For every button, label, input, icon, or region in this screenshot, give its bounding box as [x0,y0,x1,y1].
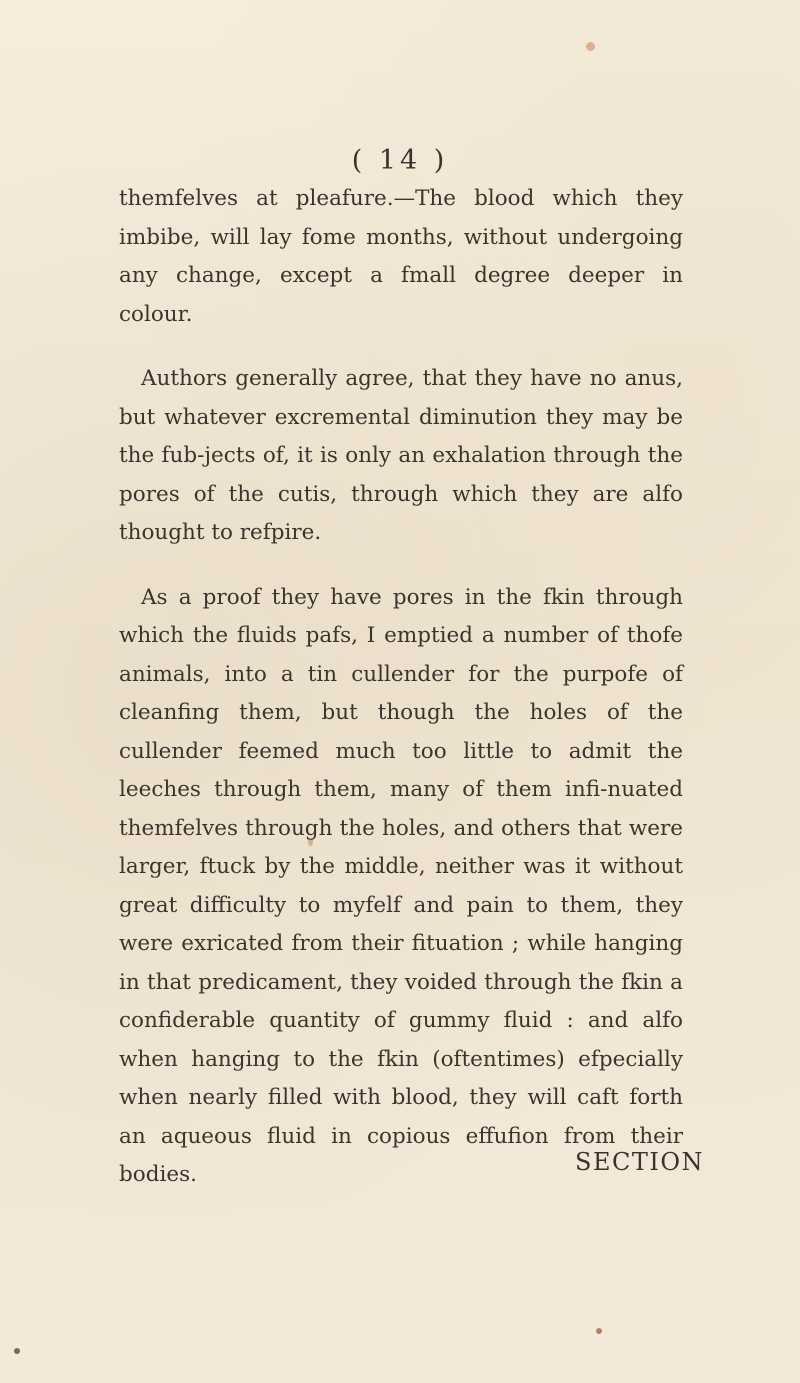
catchword: SECTION [575,1148,704,1176]
page-number: ( 14 ) [351,145,449,176]
paragraph-3: As a proof they have pores in the fkin through which the fluids pafs, I emptied a number of thofe animals, into a tin cullender for the purpofe of cleanfing them, but though the holes of the cullender feemed much too little to admit the leeches through them, many of them infi-nuated themfelves through the holes, and others that were larger, ftuck by the middle, neither was it without great difficulty to myfelf and pain to them, they were exricated from their fituation ; while hanging in that predicament, they voided through the fkin a confiderable quantity of gummy fluid : and alfo when hanging to the fkin (oftentimes) efpecially when nearly filled with blood, they will caft forth an aqueous fluid in copious effufion from their bodies. [119,584,683,1187]
stain-mark [586,42,595,51]
stain-mark [14,1348,20,1354]
stain-mark [596,1328,602,1334]
body-text [119,180,683,1195]
paragraph-2: Authors generally agree, that they have no anus, but whatever excremental diminution they may be the fub-jects of, it is only an exhalation through the pores of the cutis, through which they are alfo thought to refpire. [119,366,683,545]
paragraph-1: themfelves at pleafure.—The blood which they imbibe, will lay fome months, without undergoing any change, except a fmall degree deeper in colour. [119,186,683,327]
